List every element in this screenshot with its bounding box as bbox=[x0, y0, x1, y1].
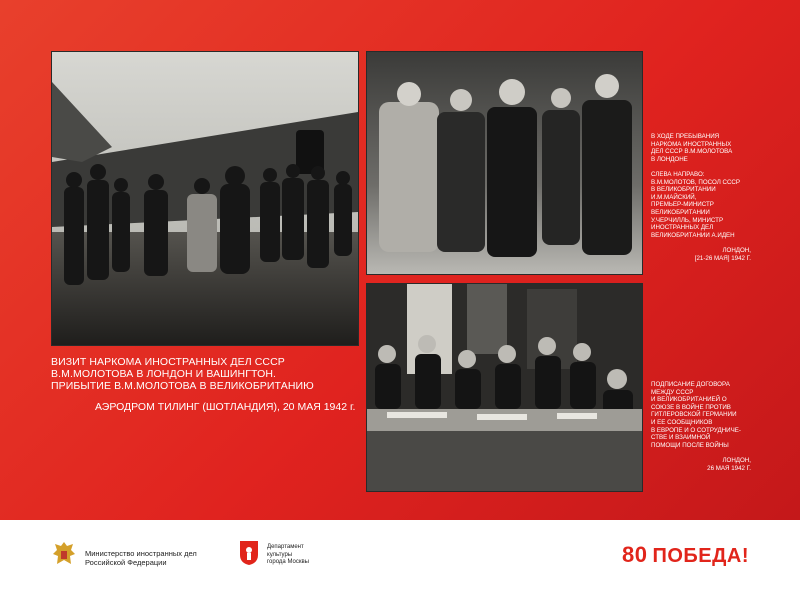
caption-place: ЛОНДОН, bbox=[722, 246, 751, 254]
caption-line: И ВЕЛИКОБРИТАНИЕЙ О bbox=[651, 396, 727, 404]
culture-line-3: города Москвы bbox=[267, 559, 309, 566]
victory-word: ПОБЕДА! bbox=[652, 545, 749, 567]
headline-block bbox=[51, 356, 361, 413]
caption-line: ПОДПИСАНИЕ ДОГОВОРА bbox=[651, 381, 730, 388]
caption-signing-photo bbox=[651, 381, 751, 472]
ministry-name-line-1: Министерство иностранных дел bbox=[85, 548, 197, 558]
headline-line-1: ВИЗИТ НАРКОМА ИНОСТРАННЫХ ДЕЛ СССР bbox=[51, 356, 285, 368]
caption-line: МЕЖДУ СССР bbox=[651, 388, 694, 396]
victory-80-logo bbox=[622, 542, 749, 568]
moscow-coat-of-arms-icon bbox=[239, 540, 259, 571]
caption-line: ПРЕМЬЕР-МИНИСТР bbox=[651, 201, 714, 209]
caption-date: 26 МАЯ 1942 Г. bbox=[707, 464, 751, 472]
caption-line: СОЮЗЕ В ВОЙНЕ ПРОТИВ bbox=[651, 403, 731, 411]
caption-line: У.ЧЕРЧИЛЛЬ, МИНИСТР bbox=[651, 216, 724, 224]
caption-place: ЛОНДОН, bbox=[722, 456, 751, 464]
caption-spacer bbox=[651, 239, 751, 247]
caption-line: НАРКОМА ИНОСТРАННЫХ bbox=[651, 140, 732, 148]
caption-line: В ЛОНДОНЕ bbox=[651, 155, 688, 163]
caption-line: ВЕЛИКОБРИТАНИИ А.ИДЕН bbox=[651, 231, 735, 239]
ministry-name-line-2: Российской Федерации bbox=[85, 557, 167, 567]
caption-line: В ЕВРОПЕ И О СОТРУДНИЧЕ- bbox=[651, 426, 741, 434]
headline-place-date: АЭРОДРОМ ТИЛИНГ (ШОТЛАНДИЯ), 20 МАЯ 1942 г. bbox=[95, 401, 356, 413]
caption-line: И.М.МАЙСКИЙ, bbox=[651, 193, 697, 201]
photo-airfield-arrival bbox=[51, 51, 359, 346]
caption-line: ВЕЛИКОБРИТАНИИ bbox=[651, 208, 710, 216]
culture-line-2: культуры bbox=[267, 551, 293, 558]
caption-spacer bbox=[651, 163, 751, 171]
caption-line: И ЕЕ СООБЩНИКОВ bbox=[651, 418, 713, 426]
headline-line-3: ПРИБЫТИЕ В.М.МОЛОТОВА В ВЕЛИКОБРИТАНИЮ bbox=[51, 380, 314, 392]
headline-line-2: В.М.МОЛОТОВА В ЛОНДОН И ВАШИНГТОН. bbox=[51, 368, 277, 380]
caption-line: СЛЕВА НАПРАВО: bbox=[651, 170, 705, 178]
culture-dept-logo-block bbox=[239, 540, 309, 571]
caption-line: СТВЕ И ВЗАИМНОЙ bbox=[651, 434, 711, 442]
caption-date: [21-26 МАЯ] 1942 Г. bbox=[694, 254, 751, 262]
caption-line: В.М.МОЛОТОВ, ПОСОЛ СССР bbox=[651, 178, 741, 186]
ministry-emblem-icon bbox=[51, 540, 77, 575]
photo-group-portrait bbox=[366, 51, 643, 275]
culture-line-1: Департамент bbox=[267, 544, 304, 551]
caption-line: ПОМОЩИ ПОСЛЕ ВОЙНЫ bbox=[651, 441, 729, 449]
caption-line: ДЕЛ СССР В.М.МОЛОТОВА bbox=[651, 148, 733, 156]
caption-line: ГИТЛЕРОВСКОЙ ГЕРМАНИИ bbox=[651, 411, 737, 419]
victory-number: 80 bbox=[622, 542, 648, 567]
footer-bar bbox=[0, 520, 800, 598]
photo-treaty-signing bbox=[366, 283, 643, 492]
caption-line: В ВЕЛИКОБРИТАНИИ bbox=[651, 186, 716, 194]
caption-spacer bbox=[651, 449, 751, 457]
ministry-logo-block bbox=[51, 540, 197, 575]
caption-line: ИНОСТРАННЫХ ДЕЛ bbox=[651, 224, 714, 232]
caption-group-photo bbox=[651, 133, 751, 262]
caption-line: В ХОДЕ ПРЕБЫВАНИЯ bbox=[651, 133, 720, 140]
